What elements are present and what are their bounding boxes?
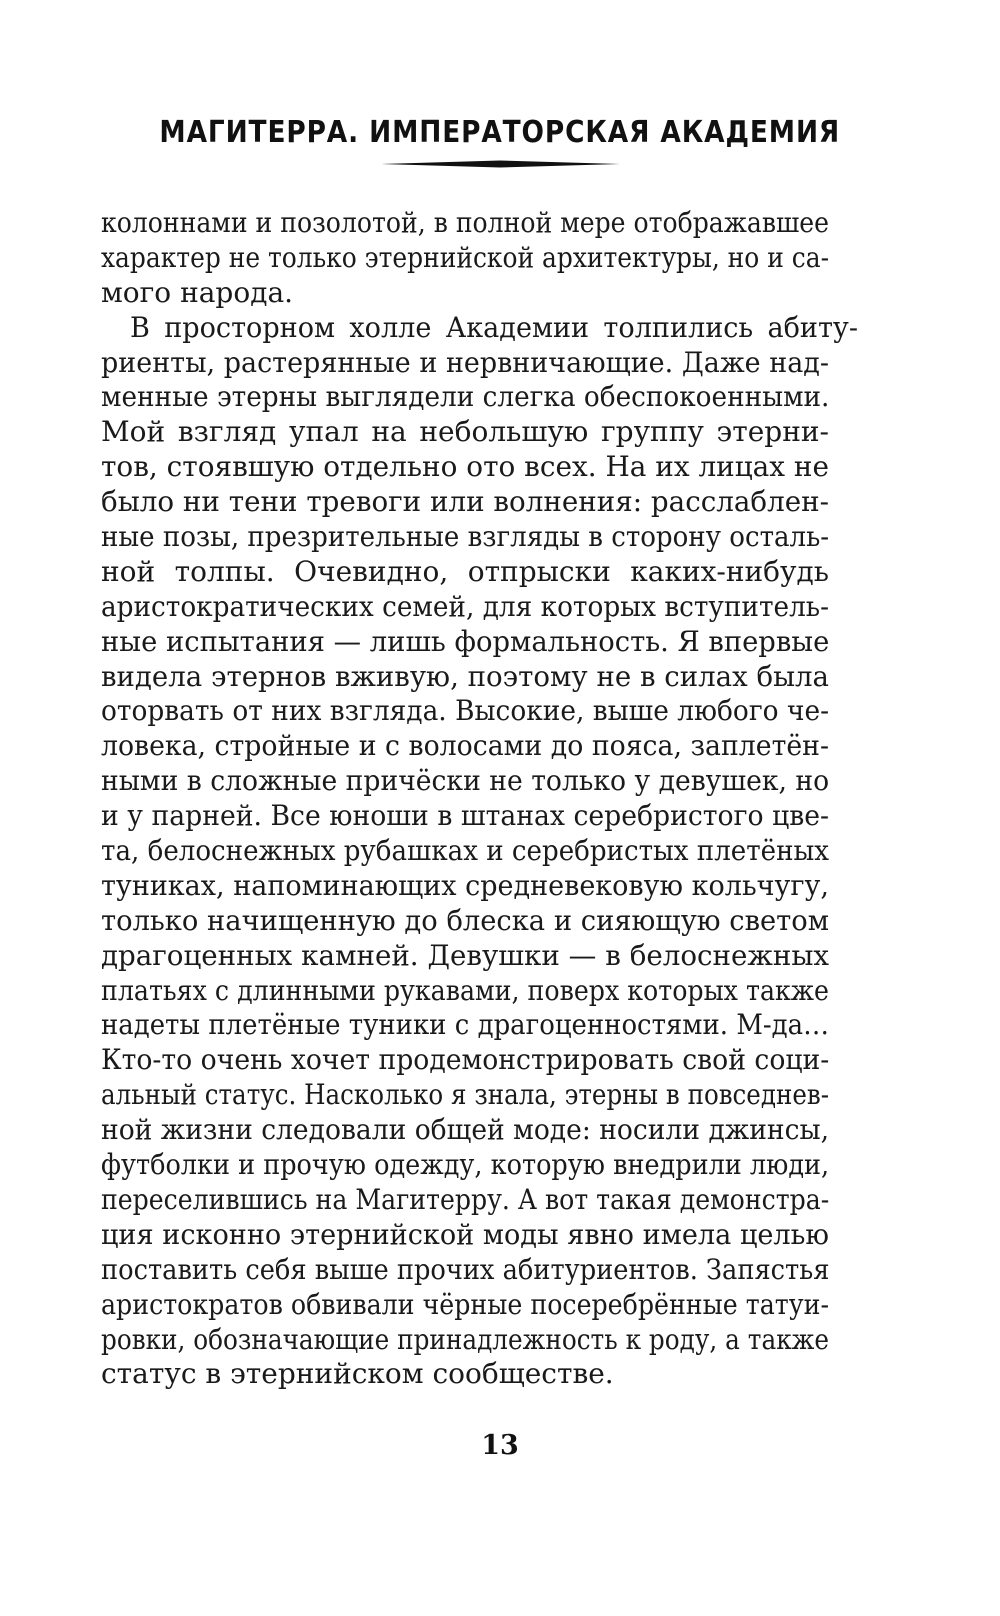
- text-line: только начищенную до блеска и сияющую светом: [101, 903, 829, 937]
- text-line: и у парней. Все юноши в штанах серебристого цве-: [101, 799, 829, 833]
- text-line: поставить себя выше прочих абитуриентов. Запястья: [101, 1252, 830, 1286]
- text-line: ными в сложные причёски не только у девушек, но: [101, 764, 830, 798]
- running-title: МАГИТЕРРА. ИМПЕРАТОРСКАЯ АКАДЕМИЯ: [159, 115, 841, 150]
- text-line: ровки, обозначающие принадлежность к роду, а также: [101, 1322, 829, 1356]
- text-line: колоннами и позолотой, в полной мере отображавшее: [101, 206, 829, 239]
- text-line: надеты плетёные туники с драгоценностями. М-да…: [101, 1008, 829, 1042]
- body-text: [101, 206, 859, 1392]
- text-line: футболки и прочую одежду, которую внедрили люди,: [101, 1148, 830, 1182]
- text-line: платьях с длинными рукавами, поверх которых также: [101, 973, 829, 1007]
- header-rule-shape: [380, 160, 620, 168]
- text-line: риенты, растерянные и нервничающие. Даже над-: [101, 345, 829, 379]
- running-header: [0, 115, 1000, 150]
- text-line: ловека, стройные и с волосами до пояса, заплетён-: [101, 729, 829, 763]
- text-line: характер не только этернийской архитектуры, но и са-: [101, 240, 829, 274]
- text-line: тов, стоявшую отдельно ото всех. На их лицах не: [101, 450, 829, 484]
- header-rule: [380, 160, 620, 168]
- text-line: альный статус. Насколько я знала, этерны в повседнев-: [101, 1078, 829, 1112]
- text-line: переселившись на Магитерру. А вот такая демонстра-: [101, 1182, 830, 1216]
- text-line: Кто-то очень хочет продемонстрировать свой соци-: [101, 1043, 830, 1077]
- text-line: аристократических семей, для которых вступитель-: [101, 589, 829, 623]
- text-line: ные испытания — лишь формальность. Я впервые: [101, 624, 830, 658]
- text-line: ные позы, презрительные взгляды в сторону осталь-: [101, 520, 830, 554]
- text-line: туниках, напоминающих средневековую кольчугу,: [101, 868, 829, 902]
- text-line: та, белоснежных рубашках и серебристых плетёных: [101, 834, 829, 868]
- text-line: менные этерны выглядели слегка обеспокоенными.: [101, 380, 830, 414]
- text-line: В просторном холле Академии толпились абиту-: [130, 310, 859, 344]
- text-line: было ни тени тревоги или волнения: расслаблен-: [101, 485, 829, 519]
- text-line: Мой взгляд упал на небольшую группу этерни-: [101, 415, 829, 449]
- text-line: мого народа.: [101, 275, 294, 309]
- text-line: статус в этернийском сообществе.: [101, 1357, 614, 1391]
- text-line: драгоценных камней. Девушки — в белоснежных: [101, 938, 829, 972]
- text-line: ной толпы. Очевидно, отпрыски каких-нибудь: [101, 554, 829, 588]
- page-number: 13: [481, 1430, 519, 1461]
- text-line: оторвать от них взгляда. Высокие, выше любого че-: [101, 694, 829, 728]
- text-line: ция исконно этернийской моды явно имела целью: [101, 1217, 829, 1251]
- text-line: ной жизни следовали общей моде: носили джинсы,: [101, 1113, 830, 1147]
- text-line: видела этернов вживую, поэтому не в силах была: [101, 659, 829, 693]
- text-line: аристократов обвивали чёрные посеребрённые татуи-: [101, 1287, 829, 1321]
